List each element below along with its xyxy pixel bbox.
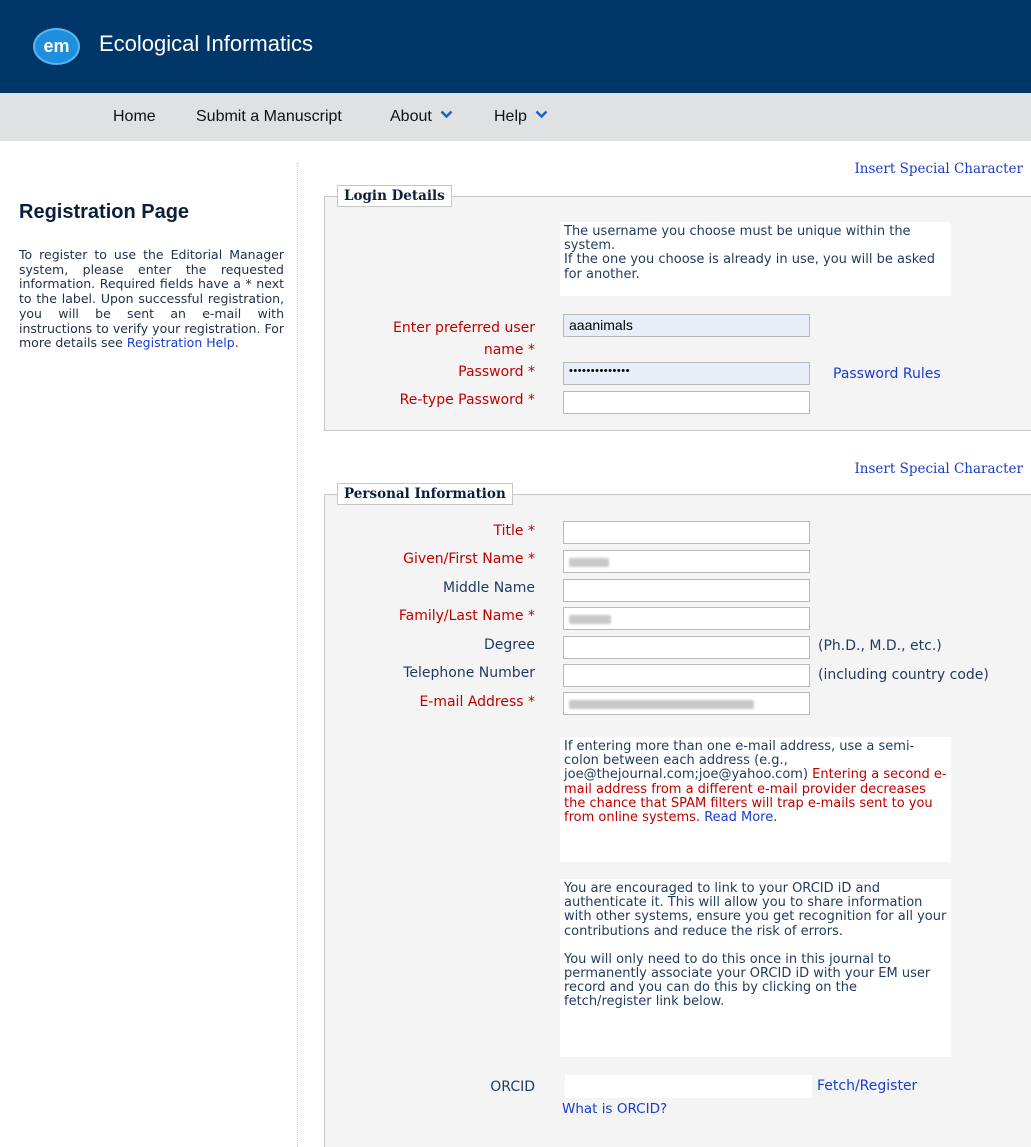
read-more-link[interactable]: Read More — [704, 810, 774, 826]
telephone-input[interactable] — [563, 664, 810, 687]
insert-special-character-link[interactable]: Insert Special Character — [854, 161, 1023, 177]
family-name-input[interactable] — [563, 607, 810, 630]
email-info-text: If entering more than one e-mail address, use a semi-colon between each address (e.g., joe@thejournal.com;joe@yahoo.com) — [564, 739, 915, 783]
registration-description — [19, 248, 284, 351]
redacted-email — [569, 700, 754, 709]
registration-period: . — [234, 335, 239, 351]
telephone-hint: (including country code) — [818, 667, 989, 683]
password-label: Password * — [458, 364, 535, 380]
login-details-legend: Login Details — [337, 185, 452, 207]
email-info-warning: Entering a second e-mail address from a different e-mail provider decreases the chance that SPAM filters will trap e-mails sent to you from online systems. — [564, 767, 947, 826]
family-name-label: Family/Last Name * — [398, 608, 535, 624]
page-title: Registration Page — [19, 201, 190, 223]
username-info-box — [560, 222, 951, 296]
insert-special-character-link-2[interactable]: Insert Special Character — [854, 461, 1023, 477]
orcid-info-paragraph-2: You will only need to do this once in this journal to permanently associate your ORCID iD with your EM user record and you can do this by clicking on the fetch/register link below. — [564, 951, 931, 1010]
username-label: Enter preferred user name * — [393, 320, 535, 358]
nav-home[interactable]: Home — [113, 108, 156, 125]
chevron-down-icon — [535, 110, 548, 119]
nav-bar — [0, 93, 1031, 141]
nav-help[interactable] — [494, 108, 548, 126]
redacted-family-name — [569, 615, 611, 624]
email-label: E-mail Address * — [419, 694, 535, 710]
middle-name-label: Middle Name — [443, 580, 535, 596]
orcid-input[interactable] — [565, 1075, 812, 1098]
orcid-info-paragraph-1: You are encouraged to link to your ORCID iD and authenticate it. This will allow you to share information with other systems, ensure you get recognition for all your contributions and reduce the risk of errors. — [564, 881, 947, 939]
journal-title[interactable]: Ecological Informatics — [99, 31, 313, 56]
registration-help-link[interactable]: Registration Help — [126, 335, 235, 351]
chevron-down-icon — [440, 110, 453, 119]
password-input[interactable]: •••••••••••••• — [563, 362, 810, 385]
username-info-line1: The username you choose must be unique within the system. — [564, 224, 911, 254]
password-rules-link[interactable]: Password Rules — [833, 366, 941, 382]
title-label: Title * — [493, 523, 535, 539]
fetch-register-link[interactable]: Fetch/Register — [817, 1078, 918, 1094]
retype-password-input[interactable] — [563, 391, 810, 414]
degree-label: Degree — [484, 637, 535, 653]
username-input[interactable]: aaanimals — [563, 314, 810, 337]
what-is-orcid-link[interactable]: What is ORCID? — [562, 1101, 668, 1117]
orcid-label: ORCID — [490, 1079, 535, 1095]
column-divider — [297, 163, 298, 1147]
read-more-period: . — [773, 810, 778, 826]
nav-help-label: Help — [494, 108, 527, 125]
nav-about[interactable] — [390, 108, 453, 126]
nav-submit-manuscript[interactable]: Submit a Manuscript — [196, 108, 342, 125]
username-info-line2: If the one you choose is already in use, you will be asked for another. — [564, 252, 936, 282]
given-name-label: Given/First Name * — [403, 551, 535, 567]
title-input[interactable] — [563, 521, 810, 544]
telephone-label: Telephone Number — [403, 665, 535, 681]
retype-password-label: Re-type Password * — [399, 392, 535, 408]
nav-about-label: About — [390, 108, 432, 125]
em-logo[interactable]: em — [33, 28, 80, 65]
orcid-info-box — [560, 879, 951, 1057]
personal-information-legend: Personal Information — [337, 483, 513, 505]
top-header — [0, 0, 1031, 93]
registration-text: To register to use the Editorial Manager system, please enter the requested information. Required fields have a * next to the label. Upon successful registration, you will be sent an e-mail with instructions to verify your registration. For more details see — [19, 247, 284, 351]
given-name-input[interactable] — [563, 550, 810, 573]
email-info-box — [560, 737, 951, 862]
redacted-given-name — [569, 558, 609, 567]
middle-name-input[interactable] — [563, 579, 810, 602]
degree-input[interactable] — [563, 636, 810, 659]
email-input[interactable] — [563, 692, 810, 715]
degree-hint: (Ph.D., M.D., etc.) — [818, 638, 942, 654]
